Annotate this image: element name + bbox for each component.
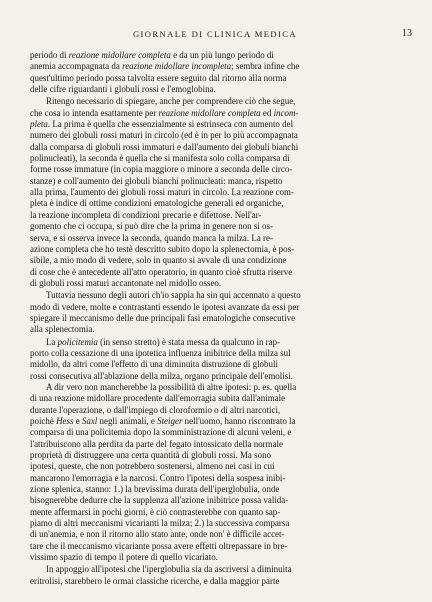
- text-line: di cose che è antecedente all'atto operatorio, in quanto cioè sfrutta riserve: [30, 266, 293, 277]
- text-line: mancarono l'emorragia e la narcosi. Contro l'ipotesi della sospesa inibi-: [30, 472, 286, 483]
- text-line: pleta è indice di ottime condizioni ematologiche generali ed organiche,: [30, 198, 284, 209]
- text-line: l'attribuiscono alla perdita da parte del fegato intossicato della normale: [30, 438, 284, 449]
- text-line: serva, e si osserva invece la seconda, quando manca la milza. La re-: [30, 232, 273, 243]
- text-line: piamo di altri meccanismi vicarianti la milza; 2.) la successiva comparsa: [30, 518, 290, 529]
- text-line: bisognerebbe dedurre che la supplenza all'azione inibitrice possa valida-: [30, 495, 289, 506]
- text-line: poichè Hess e Saxl negli animali, e Steiger nell'uomo, hanno riscontrato la: [30, 416, 296, 426]
- text-line: alla splenectomia.: [30, 324, 95, 335]
- text-line: pleta. La prima è quella che essenzialmente si estrinseca con aumento del: [30, 119, 294, 130]
- text-line: che cosa io intenda esattamente per reazione midollare completa ed incom-: [30, 107, 299, 118]
- text-line: Ritengo necessario di spiegare, anche per comprendere ciò che segue,: [46, 96, 296, 107]
- text-line: forme rosse immature (in copia maggiore o minore a seconda delle circo-: [30, 164, 293, 175]
- text-line: di una reazione midollare procedente dall'emorragia subita dall'animale: [30, 393, 286, 404]
- text-line: In appoggio all'ipotesi che l'iperglobulia sia da ascriversi a diminuita: [46, 564, 292, 575]
- text-line: porto colla cessazione di una ipotetica influenza inibitrice della milza sul: [30, 347, 291, 358]
- paragraph: [30, 564, 400, 587]
- article-body: [30, 50, 400, 588]
- running-title: GIORNALE DI CLINICA MEDICA: [132, 29, 298, 39]
- text-line: delle cifre riguardanti i globuli rossi e l'emoglobina.: [30, 84, 216, 95]
- text-line: La policitemia (in senso stretto) è stata messa da qualcuno in rap-: [46, 336, 281, 347]
- text-line: mente affermarsi in pochi giorni, è ciò contrasterebbe con quanto sap-: [30, 506, 281, 517]
- text-line: periodo di reazione midollare completa e da un più lungo periodo di: [30, 50, 274, 60]
- text-line: di globuli rossi maturi accantonate nel midollo osseo.: [30, 277, 222, 288]
- text-line: gomento che ci occupa, si può dire che la prima in genere non si os-: [30, 221, 273, 232]
- text-line: comparsa di una policitemia dopo la somministrazione di alcuni veleni, e: [30, 427, 292, 438]
- text-line: alla prima, l'aumento dei globuli rossi maturi in circolo. La reazione com-: [30, 187, 294, 198]
- text-line: stanze) e coll'aumento dei globuli bianchi polinucleati: manca, rispetto: [30, 175, 283, 186]
- text-line: midollo, da altri come l'effetto di una diminuita distruzione di globuli: [30, 359, 278, 370]
- text-line: vissimo spazio di tempo il potere di quello vicariato.: [30, 552, 218, 563]
- text-line: zione splenica, stanno: 1.) la brevissima durata dell'iperglobulia, onde: [30, 484, 280, 495]
- text-line: Tuttavia nessuno degli autori ch'io sappia ha sin qui accennato a questo: [46, 290, 301, 301]
- text-line: proprietà di distruggere una certa quantità di globuli rossi. Ma sono: [30, 450, 272, 461]
- paragraph: [30, 96, 400, 289]
- paragraph: [30, 50, 400, 95]
- paragraph: [30, 337, 400, 564]
- text-line: numero dei globuli rossi maturi in circolo (ed è in per lo più accompagnata: [30, 130, 298, 141]
- page-header: [30, 28, 412, 43]
- text-line: spiegare il meccanismo delle due principali fasi ematologiche consecutive: [30, 312, 296, 323]
- text-line: A dir vero non mancherebbe la possibilità di altre ipotesi: p. es. quella: [46, 381, 297, 392]
- text-line: modo di vedere, molte e contrastanti essendo le ipotesi avanzate da essi per: [30, 301, 300, 312]
- text-line: tare che il meccanismo vicariante possa avere effetti oltrepassare in bre-: [30, 540, 288, 551]
- text-line: eritrolisi, starebbero le ormai classiche ricerche, e dalla maggior parte: [30, 575, 280, 586]
- text-line: sibile, a mio modo di vedere, solo in quanto si avvale di una condizione: [30, 255, 287, 266]
- text-line: azione completa che ho testè descritto subito dopo la splenectomia, è pos-: [30, 243, 295, 254]
- text-line: quest'ultimo periodo possa talvolta essere seguito dal ritorno alla norma: [30, 72, 287, 83]
- text-line: polinucleati), la seconda è quella che si manifesta solo colla comparsa di: [30, 153, 290, 164]
- paragraph: [30, 290, 400, 335]
- text-line: durante l'operazione, o dall'impiego di cloroformio o di altri narcotici,: [30, 404, 281, 415]
- page-number: 13: [402, 28, 412, 39]
- text-line: ipotesi, queste, che non potrebbero sostenersi, almeno nei casi in cui: [30, 461, 275, 472]
- text-line: la reazione incompleta di condizioni precarie e difettose. Nell'ar-: [30, 209, 262, 220]
- text-line: di un'anemia, e non il ritorno allo stato ante, onde non' è difficile accet-: [30, 529, 285, 540]
- text-line: dalla comparsa di globuli rossi immaturi e dall'aumento dei globuli bianchi: [30, 141, 299, 152]
- text-line: rossi consecutiva all'ablazione della milza, organo principale dell'emolisi.: [30, 370, 293, 381]
- text-line: anemia accompagnata da reazione midollare incompleta; sembra infine che: [30, 61, 300, 72]
